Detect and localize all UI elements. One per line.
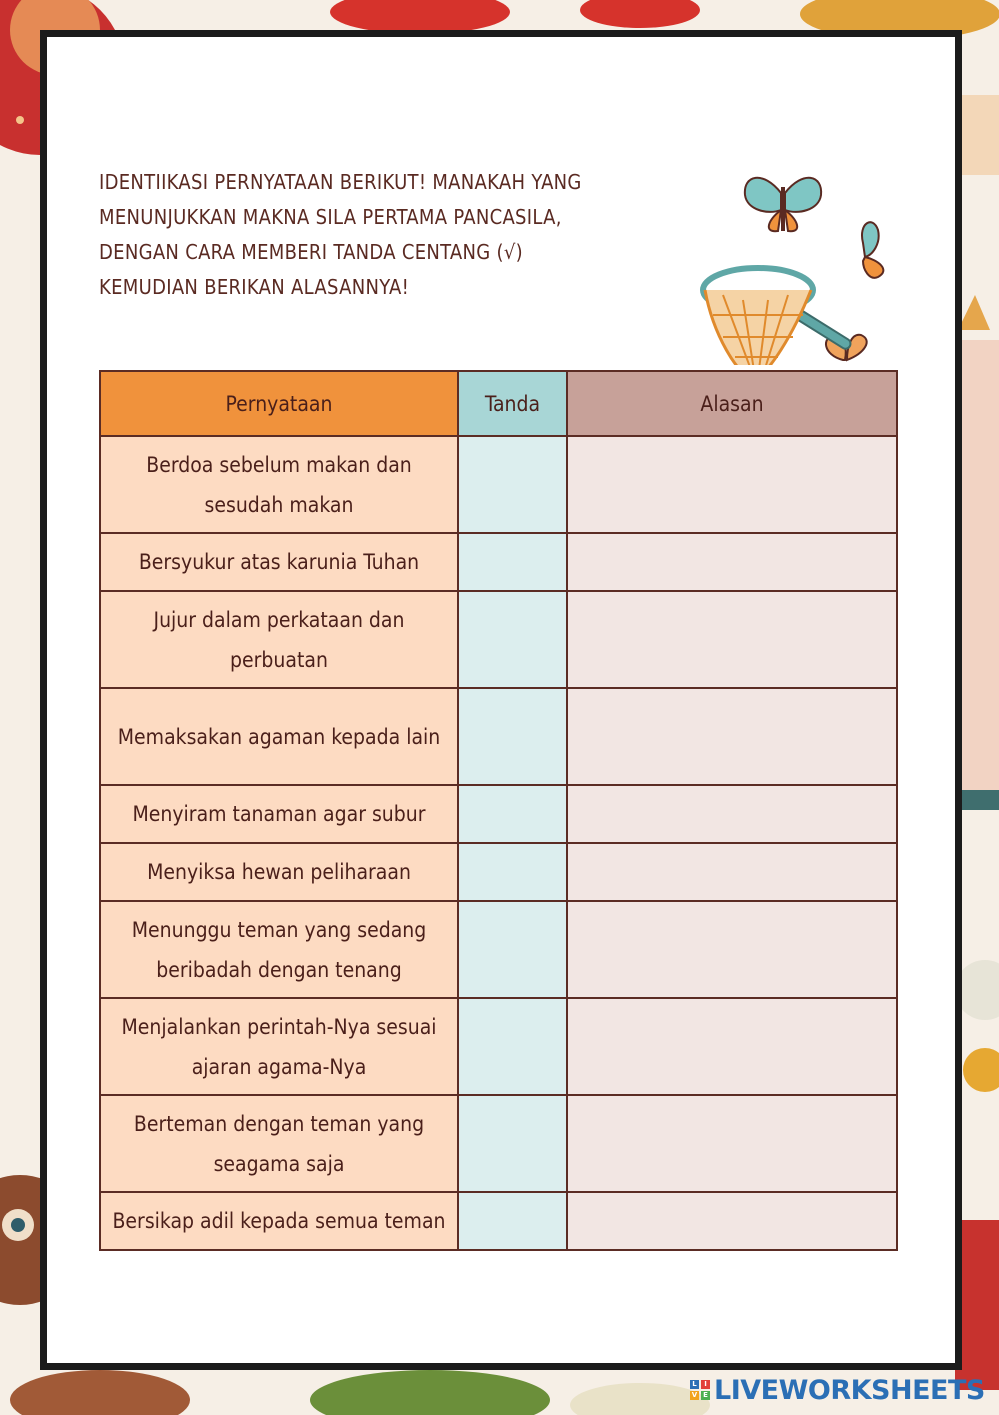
worksheet-frame [40,30,962,1370]
table-row [100,843,897,901]
watermark-text: LIVEWORKSHEETS [714,1374,985,1406]
statement-cell: Menjalankan perintah-Nya sesuai ajaran agama-Nya [100,998,458,1095]
reason-cell[interactable] [567,1095,897,1192]
table-row [100,1192,897,1250]
statement-cell: Menunggu teman yang sedang beribadah dengan tenang [100,901,458,998]
butterfly-icon [862,222,883,278]
statement-cell: Menyiram tanaman agar subur [100,785,458,843]
mark-cell[interactable] [458,436,567,533]
statement-cell: Memaksakan agaman kepada lain [100,688,458,785]
logo-letter: V [691,1391,698,1399]
table-row [100,901,897,998]
decor-flower-bottom [570,1383,710,1415]
decor-candle-right [958,295,990,330]
decor-dot [16,116,24,124]
mark-cell[interactable] [458,843,567,901]
statement-cell: Bersikap adil kepada semua teman [100,1192,458,1250]
header-alasan: Alasan [567,371,897,436]
table-row [100,785,897,843]
logo-letter: I [701,1380,710,1389]
logo-letter: L [690,1380,699,1389]
reason-cell[interactable] [567,785,897,843]
reason-cell[interactable] [567,688,897,785]
logo-letter: E [701,1391,710,1400]
statement-cell: Bersyukur atas karunia Tuhan [100,533,458,591]
table-row [100,533,897,591]
liveworksheets-logo-icon [690,1380,710,1400]
mark-cell[interactable] [458,591,567,688]
header-pernyataan: Pernyataan [100,371,458,436]
mark-cell[interactable] [458,533,567,591]
mark-cell[interactable] [458,1095,567,1192]
reason-cell[interactable] [567,533,897,591]
butterfly-net-icon [673,165,903,365]
decor-hibiscus-top [580,0,700,28]
reason-cell[interactable] [567,436,897,533]
decor-leaf-right [963,1048,999,1092]
statement-table [99,370,898,1251]
decor-leaf-bottom [310,1370,550,1415]
liveworksheets-watermark[interactable] [690,1372,985,1408]
decor-owl-pupil [11,1218,25,1232]
mark-cell[interactable] [458,688,567,785]
table-header-row [100,371,897,436]
table-row [100,688,897,785]
table-row [100,1095,897,1192]
mark-cell[interactable] [458,998,567,1095]
decor-hibiscus-top [330,0,510,34]
statement-cell: Jujur dalam perkataan dan perbuatan [100,591,458,688]
mark-cell[interactable] [458,1192,567,1250]
reason-cell[interactable] [567,1192,897,1250]
instructions-text: IDENTIIKASI PERNYATAAN BERIKUT! MANAKAH YANG MENUNJUKKAN MAKNA SILA PERTAMA PANCASILA, DENGAN CARA MEMBERI TANDA CENTANG (√) KEMUDIAN BERIKAN ALASANNYA! [99,170,582,299]
reason-cell[interactable] [567,998,897,1095]
mark-cell[interactable] [458,785,567,843]
reason-cell[interactable] [567,843,897,901]
statement-cell: Berdoa sebelum makan dan sesudah makan [100,436,458,533]
statement-cell: Berteman dengan teman yang seagama saja [100,1095,458,1192]
butterfly-icon [745,178,821,231]
header-tanda: Tanda [458,371,567,436]
mark-cell[interactable] [458,901,567,998]
table-row [100,436,897,533]
reason-cell[interactable] [567,591,897,688]
table-row [100,998,897,1095]
statement-cell: Menyiksa hewan peliharaan [100,843,458,901]
reason-cell[interactable] [567,901,897,998]
table-row [100,591,897,688]
decor-leaf-bottomleft [10,1370,190,1415]
